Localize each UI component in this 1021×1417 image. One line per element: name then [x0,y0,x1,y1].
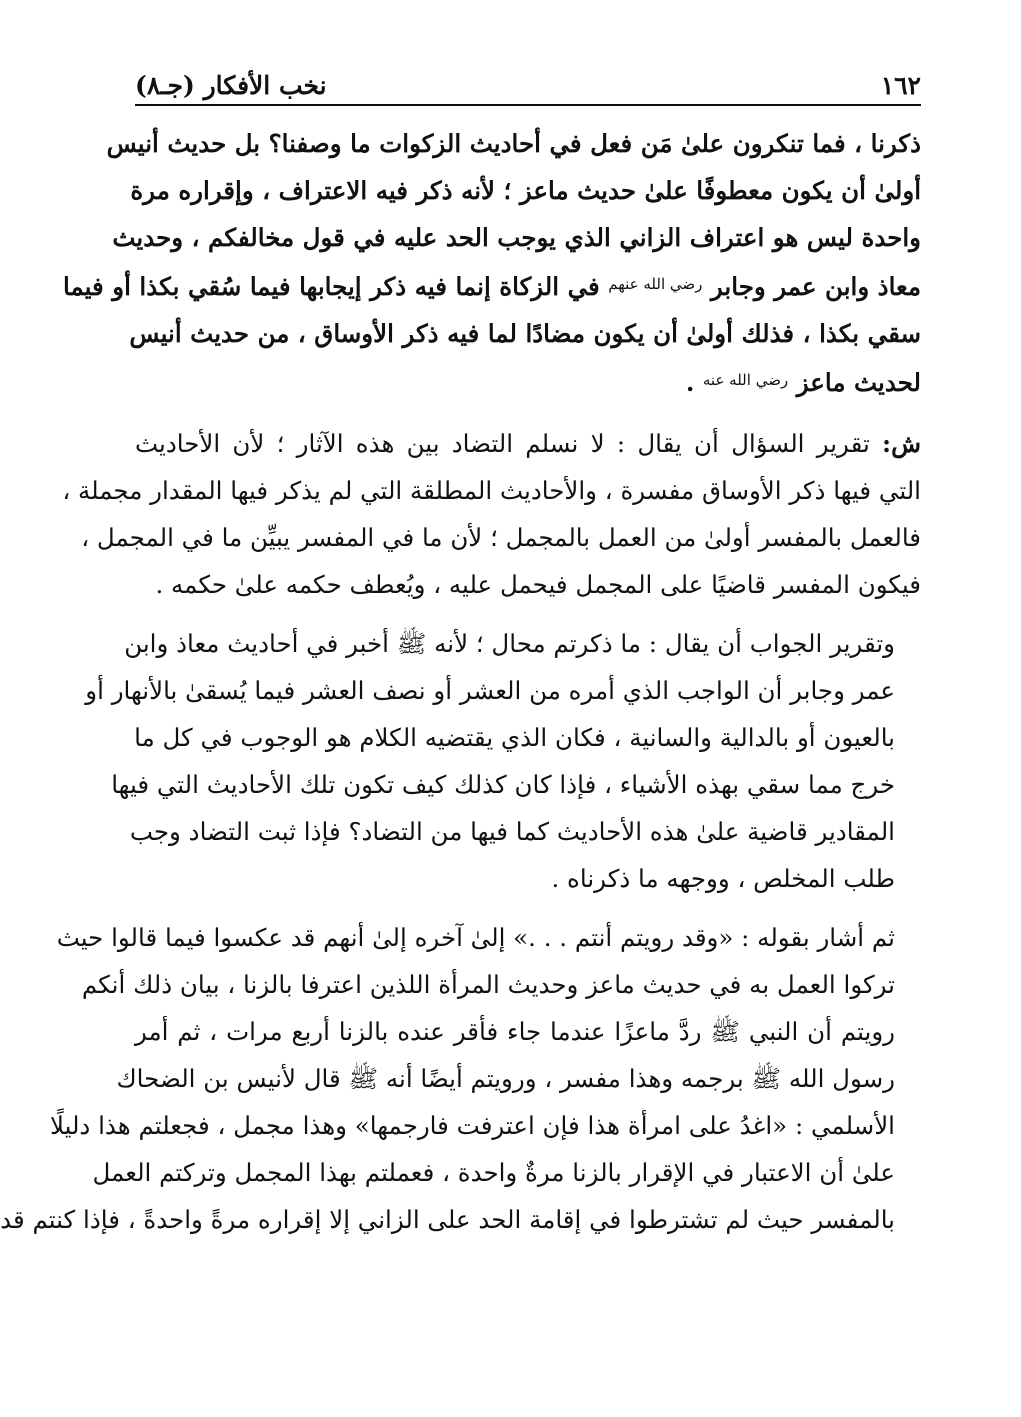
jawab-line: عمر وجابر أن الواجب الذي أمره من العشر أو نصف العشر فيما يُسقىٰ بالأنهار أو [85,676,895,705]
page-number: ١٦٢ [880,71,921,100]
sharh-line [135,420,921,467]
matn-line [135,357,921,406]
ishara-line: الأسلمي : «اغدُ على امرأة هذا فإن اعترفت فارجمها» وهذا مجمل ، فجعلتم هذا دليلًا [49,1111,895,1140]
matn-line: أولىٰ أن يكون معطوفًا علىٰ حديث ماعز ؛ لأنه ذكر فيه الاعتراف ، وإقراره مرة [130,176,921,205]
honorific-single: رضي الله عنه [702,371,789,389]
jawab-line: وتقرير الجواب أن يقال : ما ذكرتم محال ؛ لأنه ﷺ أخبر في أحاديث معاذ وابن [124,629,895,658]
ishara-line: تركوا العمل به في حديث ماعز وحديث المرأة اللذين اعترفا بالزنا ، بيان ذلك أنكم [81,970,895,999]
honorific-plural: رضي الله عنهم [608,275,703,293]
jawab-line: بالعيون أو بالدالية والسانية ، فكان الذي يقتضيه الكلام هو الوجوب في كل ما [134,723,895,752]
ishara-line: رسول الله ﷺ برجمه وهذا مفسر ، ورويتم أيضًا أنه ﷺ قال لأنيس بن الضحاك [116,1064,895,1093]
jawab-line: المقادير قاضية علىٰ هذه الأحاديث كما فيها من التضاد؟ فإذا ثبت التضاد وجب [129,817,895,846]
ishara-line: بالمفسر حيث لم تشترطوا في إقامة الحد على الزاني إلا إقراره مرةً واحدةً ، فإذا كنتم قد [0,1205,895,1234]
matn-line: سقي بكذا ، فذلك أولىٰ أن يكون مضادًا لما فيه ذكر الأوساق ، من حديث أنيس [129,319,921,348]
sharh-line: فالعمل بالمفسر أولىٰ من العمل بالمجمل ؛ لأن ما في المفسر يبيِّن ما في المجمل ، [81,523,921,552]
ishara-line: رويتم أن النبي ﷺ ردَّ ماعزًا عندما جاء فأقر عنده بالزنا أربع مرات ، ثم أمر [135,1017,895,1046]
matn-line: ذكرنا ، فما تنكرون علىٰ مَن فعل في أحاديث الزكوات ما وصفنا؟ بل حديث أنيس [106,129,921,158]
matn-paragraph [62,120,921,406]
ishara-line: ثم أشار بقوله : «وقد رويتم أنتم . . .» إلىٰ آخره إلىٰ أنهم قد عكسوا فيما قالوا حيث [56,923,895,952]
matn-line-part: . [685,368,703,397]
sharh-lead: ش: [882,429,921,458]
matn-line: واحدة ليس هو اعتراف الزاني الذي يوجب الحد عليه في قول مخالفكم ، وحديث [112,223,921,252]
sharh-line-part: تقرير السؤال أن يقال : لا نسلم التضاد بين هذه الآثار ؛ لأن الأحاديث [135,429,883,458]
book-title: نخب الأفكار (جـ٨) [135,71,327,100]
matn-line-part: لحديث ماعز [796,368,921,397]
running-header [135,60,921,100]
jawab-line: خرج مما سقي بهذه الأشياء ، فإذا كان كذلك كيف تكون تلك الأحاديث التي فيها [111,770,895,799]
sharh-line: التي فيها ذكر الأوساق مفسرة ، والأحاديث المطلقة التي لم يذكر فيها المقدار مجملة ، [62,476,921,505]
ishara-line: علىٰ أن الاعتبار في الإقرار بالزنا مرةٌ واحدة ، فعملتم بهذا المجمل وتركتم العمل [92,1158,895,1187]
ishara-paragraph [0,914,921,1243]
header-rule [135,104,921,106]
matn-line-part: معاذ وابن عمر وجابر [710,272,921,301]
matn-line [62,261,921,310]
jawab-line: طلب المخلص ، ووجهه ما ذكرناه . [551,864,895,893]
sharh-line: فيكون المفسر قاضيًا على المجمل فيحمل عليه ، ويُعطف حكمه علىٰ حكمه . [155,570,921,599]
jawab-paragraph [85,620,921,902]
book-page [0,60,921,1377]
sharh-paragraph [62,420,921,608]
matn-line-part: في الزكاة إنما فيه ذكر إيجابها فيما سُقي بكذا أو فيما [62,272,600,301]
